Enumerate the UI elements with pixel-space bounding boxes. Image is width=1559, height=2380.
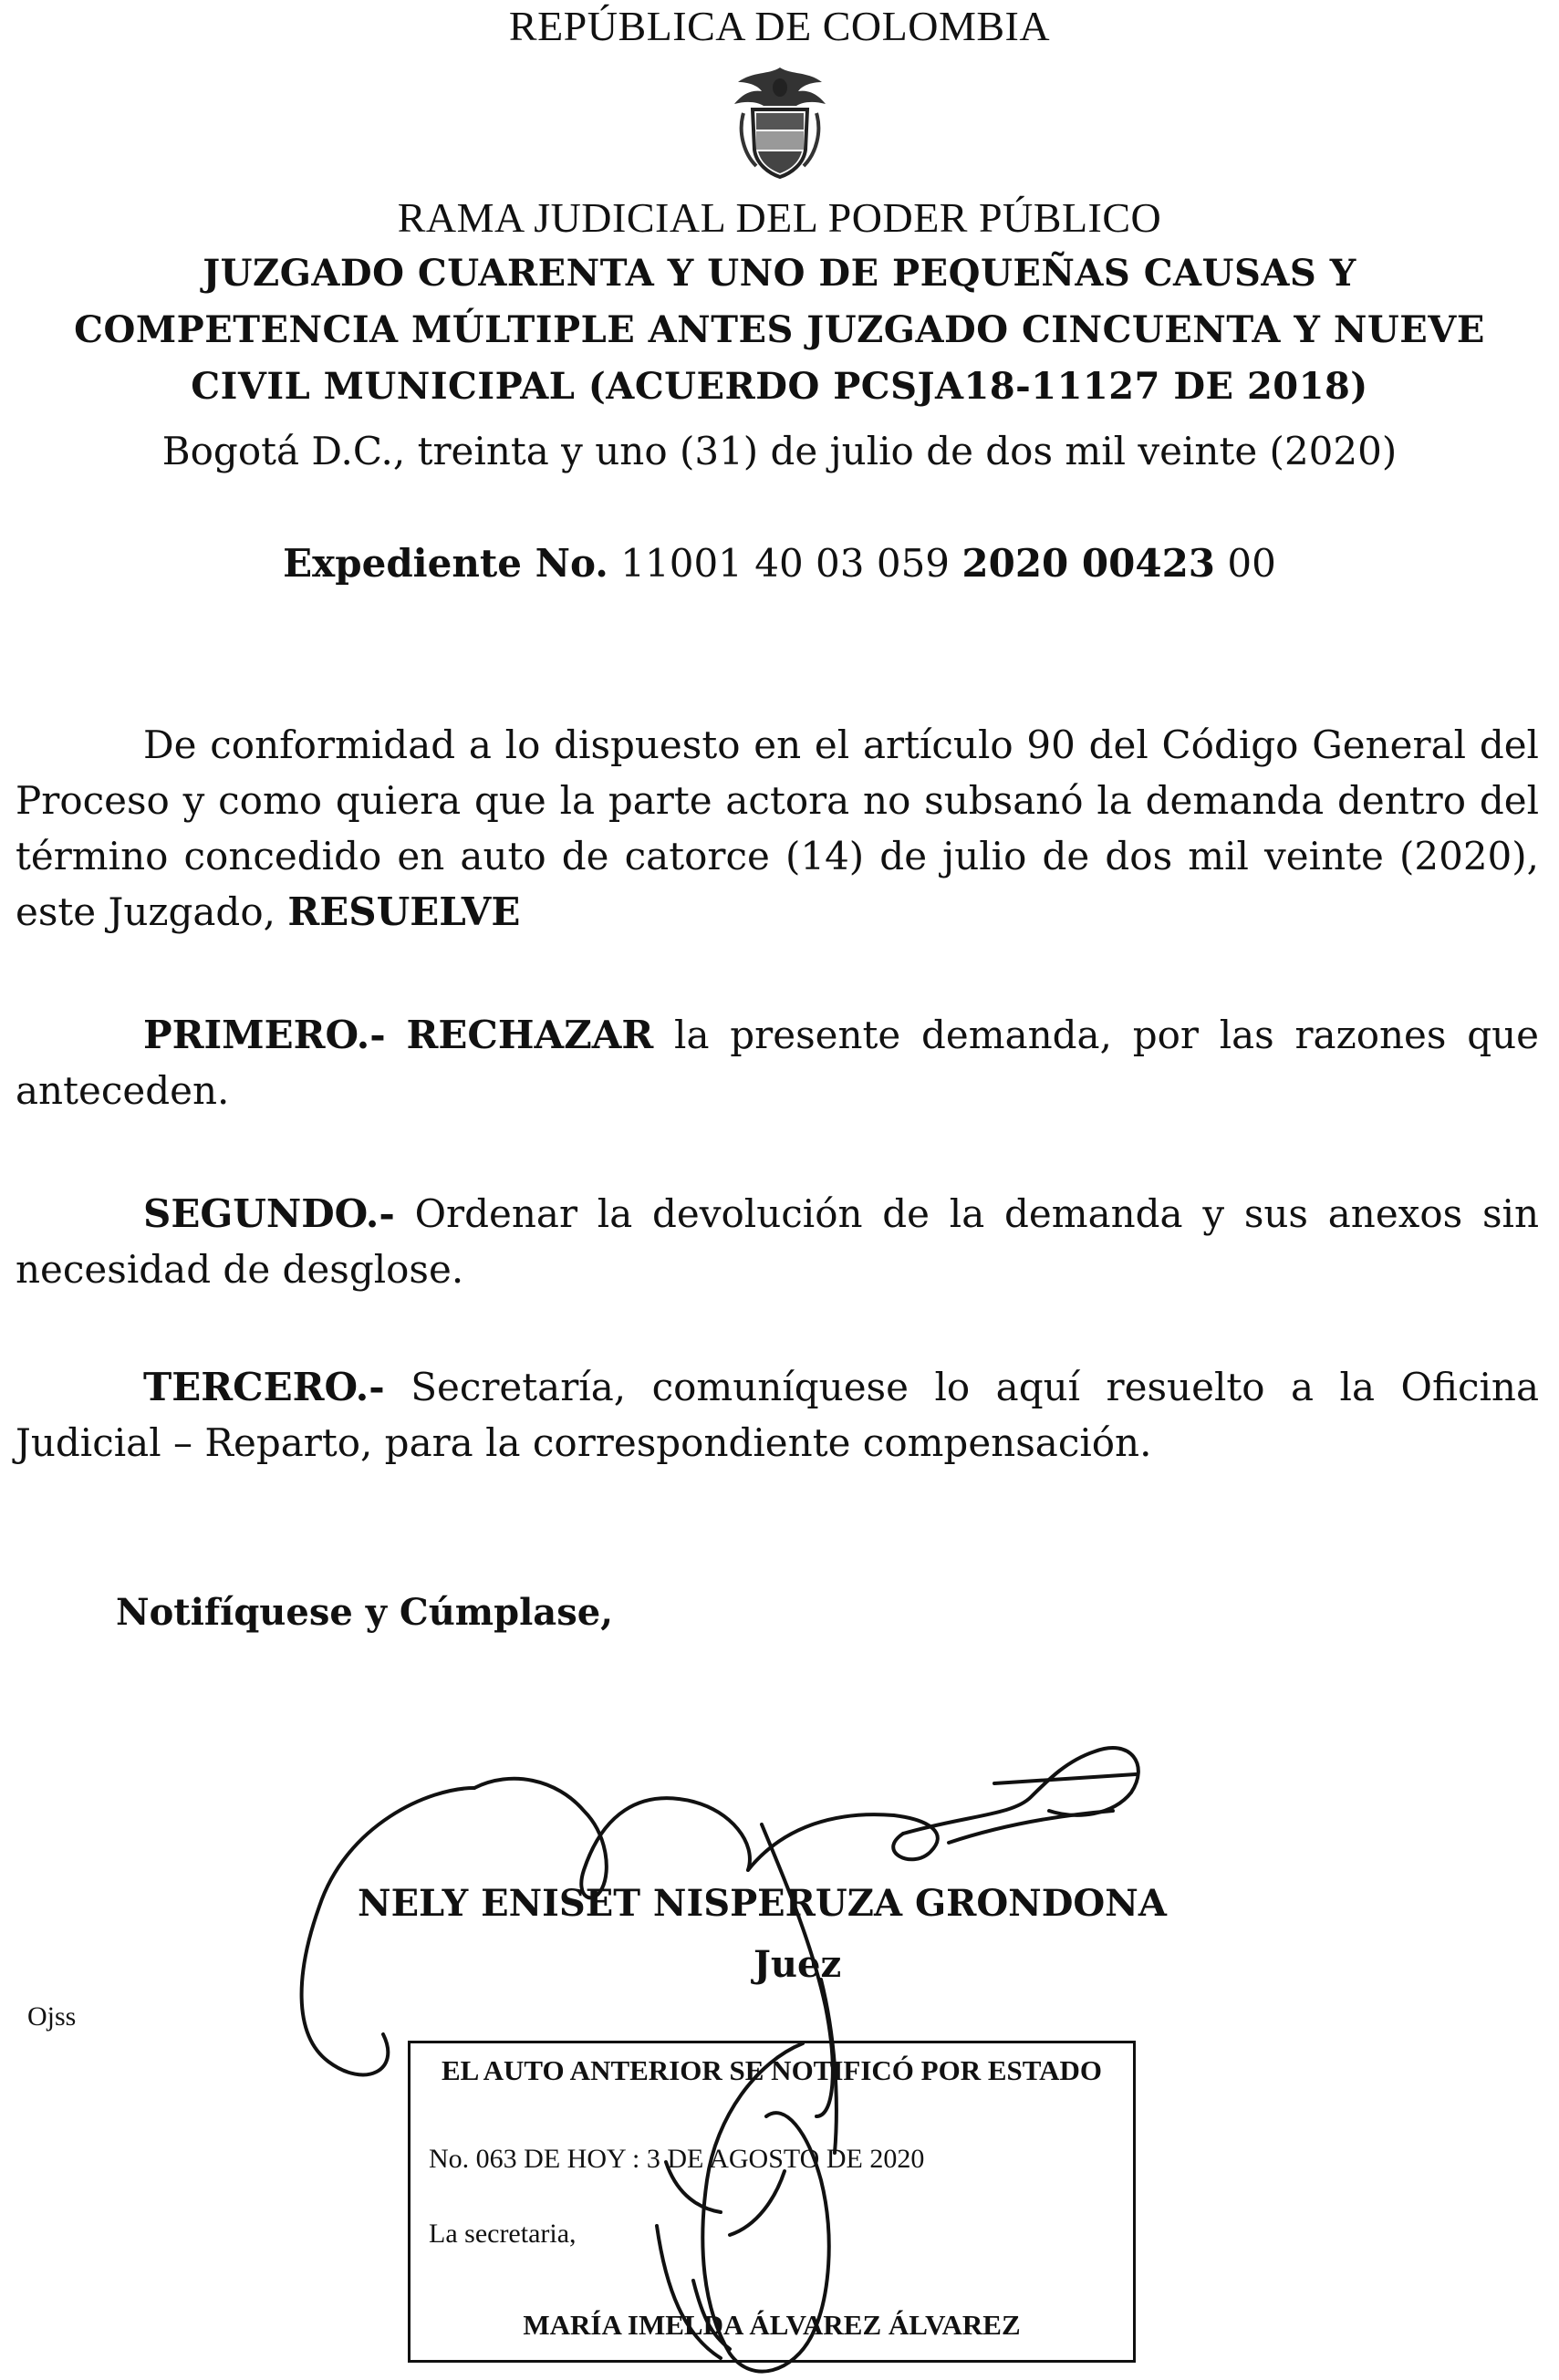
case-number-bold: 2020 00423 — [961, 541, 1216, 586]
judge-name: NELY ENISET NISPERUZA GRONDONA — [358, 1882, 1167, 1925]
notification-stamp — [408, 2041, 1136, 2363]
tercero-paragraph — [16, 1359, 1539, 1471]
segundo-paragraph — [16, 1186, 1539, 1297]
primero-text: la presente demanda, por las razones que anteceden. — [16, 1013, 1540, 1113]
stamp-title: EL AUTO ANTERIOR SE NOTIFICÓ POR ESTADO — [441, 2054, 1103, 2086]
segundo-text: Ordenar la devolución de la demanda y sus anexos sin necesidad de desglose. — [16, 1191, 1540, 1292]
court-name-line-3: CIVIL MUNICIPAL (ACUERDO PCSJA18-11127 DE 2018) — [191, 365, 1368, 408]
case-number-suffix: 00 — [1227, 541, 1276, 586]
intro-text: De conformidad a lo dispuesto en el artículo 90 del Código General del Proceso y como quiera que la parte actora no subsanó la demanda dentro del término concedido en auto de catorce (14) de julio de dos mil veinte (2020), este Juzgado, — [16, 722, 1539, 934]
tercero-text: Secretaría, comuníquese lo aquí resuelto a la Oficina Judicial – Reparto, para la correspondiente compensación. — [16, 1365, 1540, 1465]
judicial-branch-title: RAMA JUDICIAL DEL PODER PÚBLICO — [397, 194, 1162, 241]
stamp-number-line: No. 063 DE HOY : 3 DE AGOSTO DE 2020 — [429, 2144, 925, 2174]
court-name-line-1: JUZGADO CUARENTA Y UNO DE PEQUEÑAS CAUSAS Y — [203, 252, 1356, 295]
case-label: Expediente No. — [283, 541, 608, 586]
court-name-line-2: COMPETENCIA MÚLTIPLE ANTES JUZGADO CINCUENTA Y NUEVE — [74, 308, 1485, 351]
date-line: Bogotá D.C., treinta y uno (31) de julio de dos mil veinte (2020) — [161, 429, 1398, 473]
closing-formula: Notifíquese y Cúmplase, — [116, 1591, 614, 1634]
case-number-prefix: 11001 40 03 059 — [620, 541, 951, 586]
coat-of-arms-icon — [725, 62, 835, 182]
primero-action: RECHAZAR — [406, 1013, 654, 1057]
primero-paragraph — [16, 1007, 1539, 1118]
primero-label: PRIMERO.- — [143, 1013, 386, 1057]
segundo-label: SEGUNDO.- — [143, 1191, 395, 1236]
intro-paragraph — [16, 717, 1539, 940]
tercero-label: TERCERO.- — [143, 1365, 385, 1409]
stamp-secretary-label: La secretaria, — [429, 2219, 577, 2249]
republic-title: REPÚBLICA DE COLOMBIA — [508, 3, 1051, 49]
case-number — [0, 541, 1559, 586]
judge-title: Juez — [754, 1943, 842, 1986]
resolve-keyword: RESUELVE — [287, 889, 521, 934]
initials: Ojss — [27, 2001, 77, 2032]
stamp-secretary-name: MARÍA IMELDA ÁLVAREZ ÁLVAREZ — [523, 2309, 1021, 2341]
